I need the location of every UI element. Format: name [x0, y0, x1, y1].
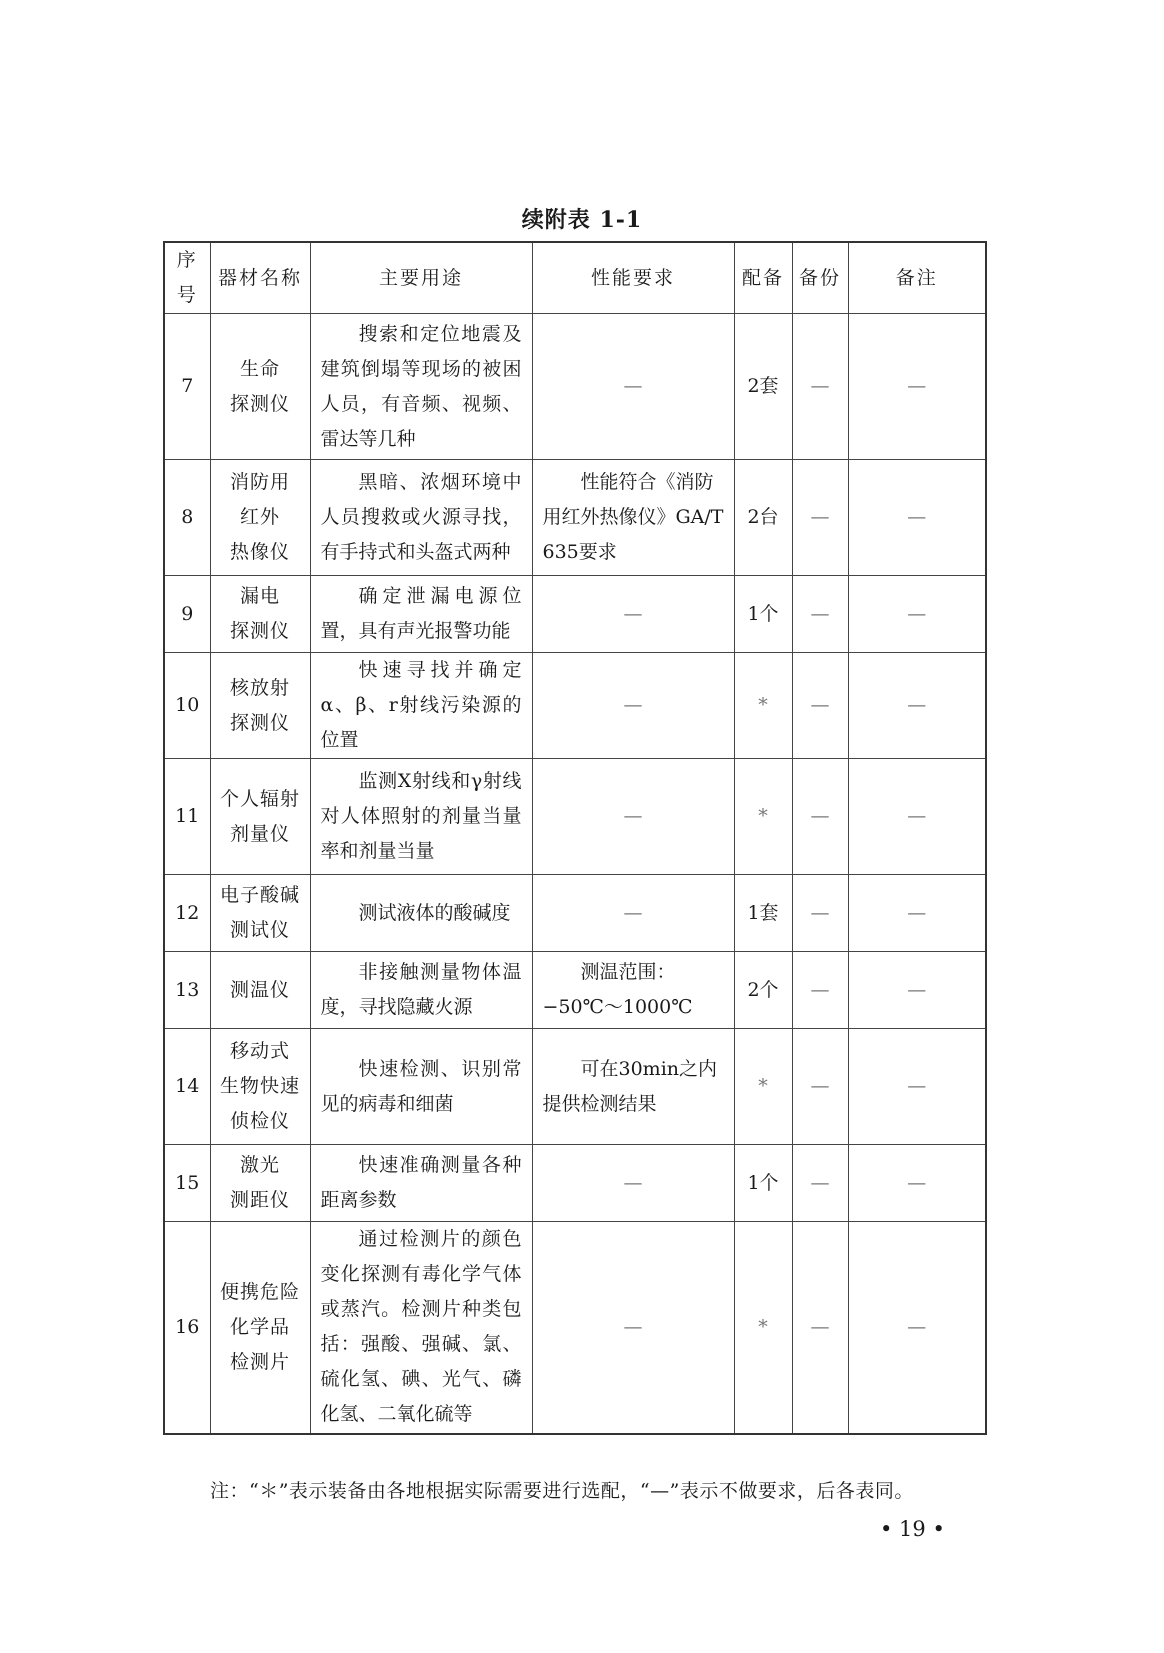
cell-remark: — — [848, 314, 986, 460]
cell-equip: * — [734, 1222, 792, 1434]
cell-use — [310, 314, 532, 460]
header-perf: 性能要求 — [532, 242, 734, 314]
cell-perf — [532, 460, 734, 576]
cell-perf: — — [532, 875, 734, 952]
cell-equip: 1个 — [734, 576, 792, 653]
cell-use — [310, 1222, 532, 1434]
cell-equip: * — [734, 759, 792, 875]
use-text: 非接触测量物体温度，寻找隐藏火源 — [320, 961, 522, 1018]
cell-backup: — — [792, 653, 848, 759]
cell-no: 16 — [164, 1222, 210, 1434]
perf-text: 性能符合《消防用红外热像仪》GA/T 635要求 — [542, 471, 724, 563]
name-line: 消防用 — [229, 471, 290, 493]
cell-equip: * — [734, 653, 792, 759]
cell-no: 15 — [164, 1145, 210, 1222]
cell-no: 7 — [164, 314, 210, 460]
use-text: 通过检测片的颜色变化探测有毒化学气体或蒸汽。检测片种类包括：强酸、强碱、氯、硫化氢、碘、光气、磷化氢、二氧化硫等 — [320, 1228, 522, 1426]
page-number: • 19 • — [880, 1517, 945, 1541]
cell-no: 9 — [164, 576, 210, 653]
cell-name — [210, 875, 310, 952]
cell-name — [210, 1145, 310, 1222]
cell-no: 13 — [164, 952, 210, 1029]
table-row — [164, 1222, 986, 1434]
cell-remark: — — [848, 759, 986, 875]
cell-remark: — — [848, 1029, 986, 1145]
cell-name — [210, 653, 310, 759]
cell-backup: — — [792, 314, 848, 460]
cell-equip: 1个 — [734, 1145, 792, 1222]
use-text: 搜索和定位地震及建筑倒塌等现场的被困人员，有音频、视频、雷达等几种 — [320, 322, 522, 450]
table-row — [164, 1029, 986, 1145]
name-line: 检测片 — [229, 1350, 290, 1373]
use-text: 测试液体的酸碱度 — [358, 901, 511, 924]
cell-remark: — — [848, 1145, 986, 1222]
cell-backup: — — [792, 1145, 848, 1222]
name-line: 生命 — [239, 357, 280, 380]
header-backup: 备份 — [792, 242, 848, 314]
name-line: 剂量仪 — [229, 822, 290, 845]
cell-perf: — — [532, 576, 734, 653]
cell-remark: — — [848, 875, 986, 952]
header-name: 器材名称 — [210, 242, 310, 314]
table-row — [164, 952, 986, 1029]
cell-perf: — — [532, 1222, 734, 1434]
cell-equip: 1套 — [734, 875, 792, 952]
cell-name — [210, 1029, 310, 1145]
header-use: 主要用途 — [310, 242, 532, 314]
cell-remark: — — [848, 1222, 986, 1434]
name-line: 测距仪 — [229, 1189, 290, 1211]
table-row — [164, 1145, 986, 1222]
table-row — [164, 759, 986, 875]
cell-use — [310, 653, 532, 759]
cell-use — [310, 1029, 532, 1145]
name-line: 测试仪 — [229, 919, 290, 941]
name-line: 生物快速 — [219, 1075, 300, 1097]
use-text: 确定泄漏电源位置，具有声光报警功能 — [320, 585, 522, 642]
name-line: 个人辐射 — [219, 787, 300, 810]
table-row — [164, 314, 986, 460]
equipment-table — [163, 241, 987, 1435]
cell-equip: 2台 — [734, 460, 792, 576]
cell-backup: — — [792, 460, 848, 576]
header-equip: 配备 — [734, 242, 792, 314]
table-row — [164, 576, 986, 653]
name-line: 便携危险 — [219, 1280, 300, 1303]
cell-use — [310, 875, 532, 952]
cell-remark: — — [848, 952, 986, 1029]
cell-remark: — — [848, 576, 986, 653]
cell-backup: — — [792, 1029, 848, 1145]
name-line: 探测仪 — [229, 711, 290, 734]
cell-perf: — — [532, 759, 734, 875]
cell-use — [310, 759, 532, 875]
cell-no: 8 — [164, 460, 210, 576]
cell-no: 12 — [164, 875, 210, 952]
cell-use — [310, 576, 532, 653]
cell-name — [210, 759, 310, 875]
name-line: 电子酸碱 — [219, 884, 300, 906]
cell-use — [310, 1145, 532, 1222]
cell-backup: — — [792, 576, 848, 653]
table-title: 续附表 1-1 — [521, 207, 643, 233]
perf-text: 可在30min之内提供检测结果 — [542, 1057, 718, 1115]
cell-equip: 2个 — [734, 952, 792, 1029]
cell-equip: 2套 — [734, 314, 792, 460]
cell-perf: — — [532, 1145, 734, 1222]
header-no: 序号 — [164, 242, 210, 314]
name-line: 侦检仪 — [229, 1110, 290, 1132]
table-row — [164, 653, 986, 759]
cell-name — [210, 314, 310, 460]
header-remark: 备注 — [848, 242, 986, 314]
table-row — [164, 875, 986, 952]
cell-perf — [532, 1029, 734, 1145]
cell-backup: — — [792, 875, 848, 952]
use-text: 快速检测、识别常见的病毒和细菌 — [320, 1057, 522, 1115]
cell-no: 14 — [164, 1029, 210, 1145]
cell-backup: — — [792, 759, 848, 875]
cell-remark: — — [848, 653, 986, 759]
cell-use — [310, 460, 532, 576]
name-line: 测温仪 — [229, 978, 290, 1001]
cell-no: 10 — [164, 653, 210, 759]
cell-use — [310, 952, 532, 1029]
cell-name — [210, 460, 310, 576]
name-line: 探测仪 — [229, 392, 290, 415]
cell-perf: — — [532, 653, 734, 759]
name-line: 热像仪 — [229, 541, 290, 563]
name-line: 红外 — [239, 506, 280, 528]
cell-remark: — — [848, 460, 986, 576]
cell-perf: — — [532, 314, 734, 460]
cell-perf — [532, 952, 734, 1029]
cell-equip: * — [734, 1029, 792, 1145]
cell-name — [210, 952, 310, 1029]
name-line: 核放射 — [229, 676, 290, 699]
name-line: 化学品 — [229, 1315, 290, 1338]
cell-name — [210, 576, 310, 653]
cell-name — [210, 1222, 310, 1434]
name-line: 激光 — [239, 1154, 280, 1176]
cell-backup: — — [792, 952, 848, 1029]
cell-backup: — — [792, 1222, 848, 1434]
name-line: 探测仪 — [229, 620, 290, 642]
table-note: 注：“＊”表示装备由各地根据实际需要进行选配，“—”表示不做要求，后各表同。 — [210, 1480, 914, 1502]
cell-no: 11 — [164, 759, 210, 875]
table-row — [164, 460, 986, 576]
header-row — [164, 242, 986, 314]
perf-text: 测温范围：−50℃～1000℃ — [542, 961, 693, 1018]
use-text: 监测X射线和γ射线对人体照射的剂量当量率和剂量当量 — [320, 770, 522, 862]
name-line: 漏电 — [239, 585, 280, 607]
use-text: 快速寻找并确定α、β、r射线污染源的位置 — [320, 659, 522, 751]
use-text: 快速准确测量各种距离参数 — [320, 1154, 522, 1211]
use-text: 黑暗、浓烟环境中人员搜救或火源寻找，有手持式和头盔式两种 — [320, 471, 522, 563]
name-line: 移动式 — [229, 1040, 290, 1062]
